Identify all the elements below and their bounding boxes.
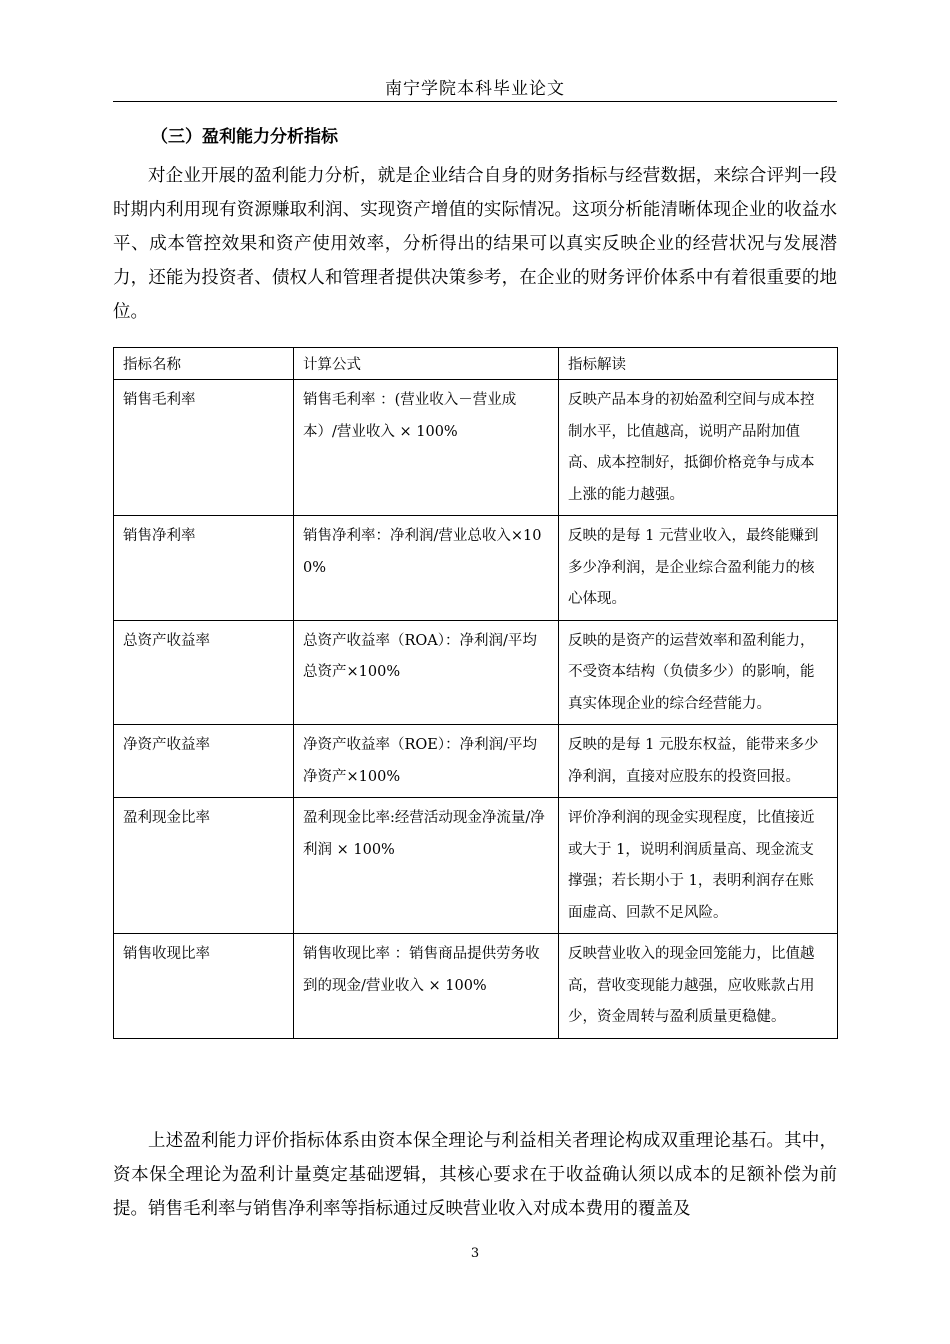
metric-interpretation: 反映的是每 1 元营业收入，最终能赚到多少净利润，是企业综合盈利能力的核心体现。 <box>559 516 838 621</box>
metric-name: 盈利现金比率 <box>114 798 294 934</box>
metric-interpretation: 评价净利润的现金实现程度，比值接近或大于 1，说明利润质量高、现金流支撑强；若长期小于 1，表明利润存在账面虚高、回款不足风险。 <box>559 798 838 934</box>
metric-interpretation: 反映营业收入的现金回笼能力，比值越高，营收变现能力越强，应收账款占用少，资金周转与盈利质量更稳健。 <box>559 934 838 1039</box>
table-header-row <box>114 348 838 380</box>
theory-paragraph: 上述盈利能力评价指标体系由资本保全理论与利益相关者理论构成双重理论基石。其中，资本保全理论为盈利计量奠定基础逻辑，其核心要求在于收益确认须以成本的足额补偿为前提。销售毛利率与销售净利率等指标通过反映营业收入对成本费用的覆盖及 <box>113 1131 837 1219</box>
intro-paragraph: 对企业开展的盈利能力分析，就是企业结合自身的财务指标与经营数据，来综合评判一段时期内利用现有资源赚取利润、实现资产增值的实际情况。这项分析能清晰体现企业的收益水平、成本管控效果和资产使用效率，分析得出的结果可以真实反映企业的经营状况与发展潜力，还能为投资者、债权人和管理者提供决策参考，在企业的财务评价体系中有着很重要的地位。 <box>113 166 837 322</box>
metric-name: 总资产收益率 <box>114 620 294 725</box>
column-header-name: 指标名称 <box>114 348 294 380</box>
metric-name: 销售收现比率 <box>114 934 294 1039</box>
table-row <box>114 516 838 621</box>
page-header-title: 南宁学院本科毕业论文 <box>385 79 565 99</box>
metric-name: 净资产收益率 <box>114 725 294 798</box>
metric-interpretation: 反映产品本身的初始盈利空间与成本控制水平，比值越高，说明产品附加值高、成本控制好，抵御价格竞争与成本上涨的能力越强。 <box>559 380 838 516</box>
table-row <box>114 380 838 516</box>
table-row <box>114 934 838 1039</box>
section-heading: （三）盈利能力分析指标 <box>151 127 338 147</box>
metric-formula: 总资产收益率（ROA）：净利润/平均总资产×100% <box>294 620 559 725</box>
metric-formula: 净资产收益率（ROE）：净利润/平均净资产×100% <box>294 725 559 798</box>
metric-formula: 盈利现金比率:经营活动现金净流量/净利润 × 100% <box>294 798 559 934</box>
metric-formula: 销售净利率：净利润/营业总收入×100% <box>294 516 559 621</box>
table-row <box>114 620 838 725</box>
metric-name: 销售毛利率 <box>114 380 294 516</box>
column-header-interpretation: 指标解读 <box>559 348 838 380</box>
table-row <box>114 798 838 934</box>
metric-interpretation: 反映的是资产的运营效率和盈利能力，不受资本结构（负债多少）的影响，能真实体现企业的综合经营能力。 <box>559 620 838 725</box>
metric-interpretation: 反映的是每 1 元股东权益，能带来多少净利润，直接对应股东的投资回报。 <box>559 725 838 798</box>
header-rule <box>113 101 837 102</box>
column-header-formula: 计算公式 <box>294 348 559 380</box>
profitability-metrics-table <box>113 347 838 1039</box>
table-row <box>114 725 838 798</box>
page-number: 3 <box>470 1246 480 1261</box>
metric-formula: 销售毛利率 ：(营业收入－营业成本）/营业收入 × 100% <box>294 380 559 516</box>
metric-formula: 销售收现比率 ：销售商品提供劳务收到的现金/营业收入 × 100% <box>294 934 559 1039</box>
metric-name: 销售净利率 <box>114 516 294 621</box>
